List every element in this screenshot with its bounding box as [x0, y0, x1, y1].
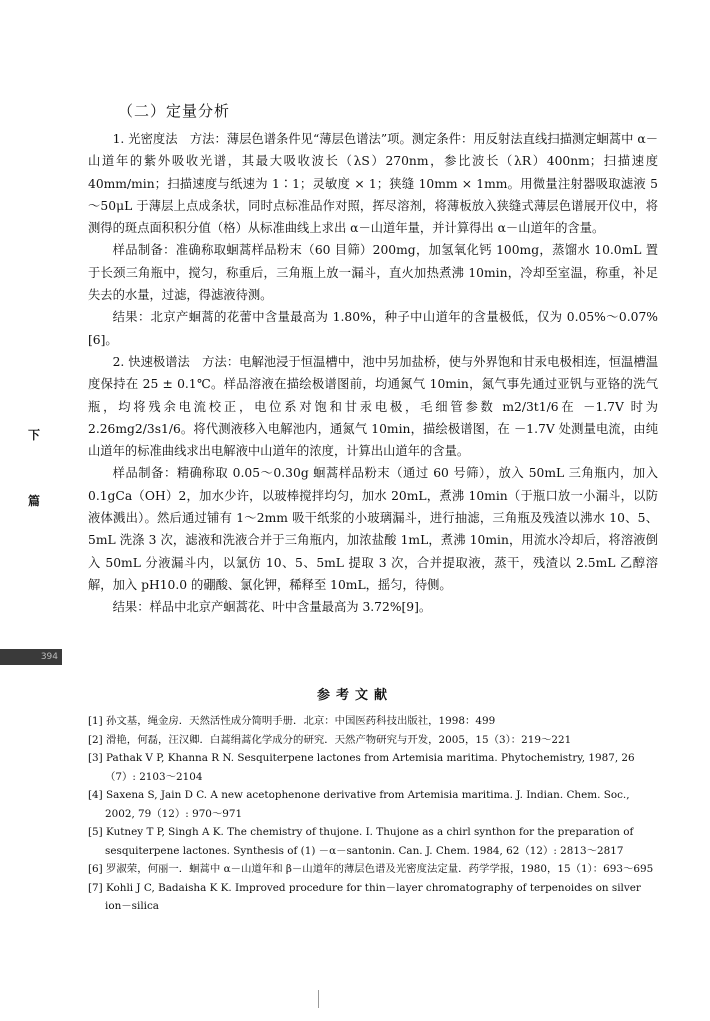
reference-number: [1] — [88, 715, 103, 727]
page-divider — [318, 990, 319, 1008]
reference-item — [88, 749, 660, 786]
reference-text: 滑艳，何磊，汪汉卿．白蒿绢蒿化学成分的研究．天然产物研究与开发，2005，15（3）：219～221 — [106, 733, 572, 746]
reference-item — [88, 731, 660, 750]
reference-number: [2] — [88, 733, 103, 746]
paragraph-densitometry-sample-prep: 样品制备：准确称取蛔蒿样品粉末（60 目筛）200mg，加氢氧化钙 100mg，蒸馏水 10.0mL 置于长颈三角瓶中，搅匀，称重后，三角瓶上放一漏斗，直火加热煮沸 10min，冷却至室温，称重，补足失去的水量，过滤，得滤液待测。 — [88, 243, 658, 303]
side-label-pian: 篇 — [28, 494, 41, 508]
reference-number: [7] — [88, 881, 103, 894]
paragraph-polarography-sample-prep: 样品制备：精确称取 0.05～0.30g 蛔蒿样品粉末（通过 60 号筛），放入 50mL 三角瓶内，加入 0.1gCa（OH）2，加水少许，以玻棒搅拌均匀，加水 20mL，煮沸 10min（于瓶口放一小漏斗，以防液体溅出）。然后通过铺有 1～2mm 吸干纸浆的小玻璃漏斗，进行抽滤，三角瓶及残渣以沸水 10、5、5mL 洗涤 3 次，滤液和洗液合并于三角瓶内，加浓盐酸 1mL，煮沸 10min，用流水冷却后，将溶液倒入 50mL 分液漏斗内，以氯仿 10、5、5mL 提取 3 次，合并提取液，蒸干，残渣以 2.5mL 乙醇溶解，加入 pH10.0 的硼酸、氯化钾，稀释至 10mL，摇匀，待侧。 — [88, 466, 658, 592]
page-number: 394 — [0, 649, 62, 665]
reference-text: Pathak V P, Khanna R N. Sesquiterpene lactones from Artemisia maritima. Phytochemistry, 1987, 26（7）: 2103～2104 — [105, 752, 635, 783]
body-text — [88, 128, 658, 619]
paragraph-polarography-method: 2. 快速极谱法 方法：电解池浸于恒温槽中，池中另加盐桥，使与外界饱和甘汞电极相连，恒温槽温度保持在 25 ± 0.1℃。样品溶液在描绘极谱图前，均通氮气 10min，氮气事先通过亚钒与亚铬的洗气瓶，均将残余电流校正，电位系对饱和甘汞电极，毛细管参数 m2/3t1/6在 －1.7V 时为 2.26mg2/3s1/6。将代测液移入电解池内，通氮气 10min，描绘极谱图，在 －1.7V 处测量电流，由纯山道年的标准曲线求出电解液中山道年的浓度，计算出山道年的含量。 — [88, 354, 658, 459]
paragraph-densitometry-method: 1. 光密度法 方法：薄层色谱条件见“薄层色谱法”项。测定条件：用反射法直线扫描测定蛔蒿中 α－山道年的紫外吸收光谱，其最大吸收波长（λS）270nm，参比波长（λR）400nm；扫描速度 40mm/min；扫描速度与纸速为 1∶1；灵敏度 × 1；狭缝 10mm × 1mm。用微量注射器吸取滤液 5～50μL 于薄层上点成条状，同时点标准品作对照，挥尽溶剂，将薄板放入狭缝式薄层色谱展开仪中，将测得的斑点面积积分值（格）从标准曲线上求出 α－山道年量，并计算得出 α－山道年的含量。 — [88, 132, 658, 236]
reference-number: [5] — [88, 826, 103, 838]
reference-number: [3] — [88, 752, 103, 764]
side-label-xia: 下 — [28, 428, 41, 442]
reference-text: Kohli J C, Badaisha K K. Improved procedure for thin－layer chromatography of terpenoides on silver ion－silica — [105, 881, 641, 912]
paragraph-densitometry-result: 结果：北京产蛔蒿的花蕾中含量最高为 1.80%，种子中山道年的含量极低，仅为 0.05%～0.07%[6]。 — [88, 310, 658, 347]
reference-text: Kutney T P, Singh A K. The chemistry of thujone. Ⅰ. Thujone as a chirl synthon for the preparation of sesquiterpene lactones. Synthesis of (1) －α－santonin. Can. J. Chem. 1984, 62（12）: 2813～2817 — [105, 826, 634, 857]
reference-number: [6] — [88, 863, 103, 875]
section-title: （二）定量分析 — [118, 102, 231, 120]
reference-item — [88, 860, 660, 879]
reference-text: 罗淑荣，何丽一．蛔蒿中 α－山道年和 β－山道年的薄层色谱及光密度法定量．药学学报，1980，15（1）：693～695 — [106, 863, 654, 875]
references-list — [88, 712, 660, 916]
paragraph-polarography-result: 结果：样品中北京产蛔蒿花、叶中含量最高为 3.72%[9]。 — [112, 600, 432, 615]
reference-item — [88, 786, 660, 823]
references-title: 参考文献 — [316, 688, 393, 703]
reference-item — [88, 823, 660, 860]
reference-number: [4] — [88, 789, 103, 801]
reference-item — [88, 879, 660, 916]
reference-item — [88, 712, 660, 731]
reference-text: 孙文基，绳金房．天然活性成分简明手册．北京：中国医药科技出版社，1998：499 — [106, 715, 496, 727]
reference-text: Saxena S, Jain D C. A new acetophenone derivative from Artemisia maritima. J. Indian. Chem. Soc., 2002, 79（12）: 970～971 — [105, 789, 630, 820]
